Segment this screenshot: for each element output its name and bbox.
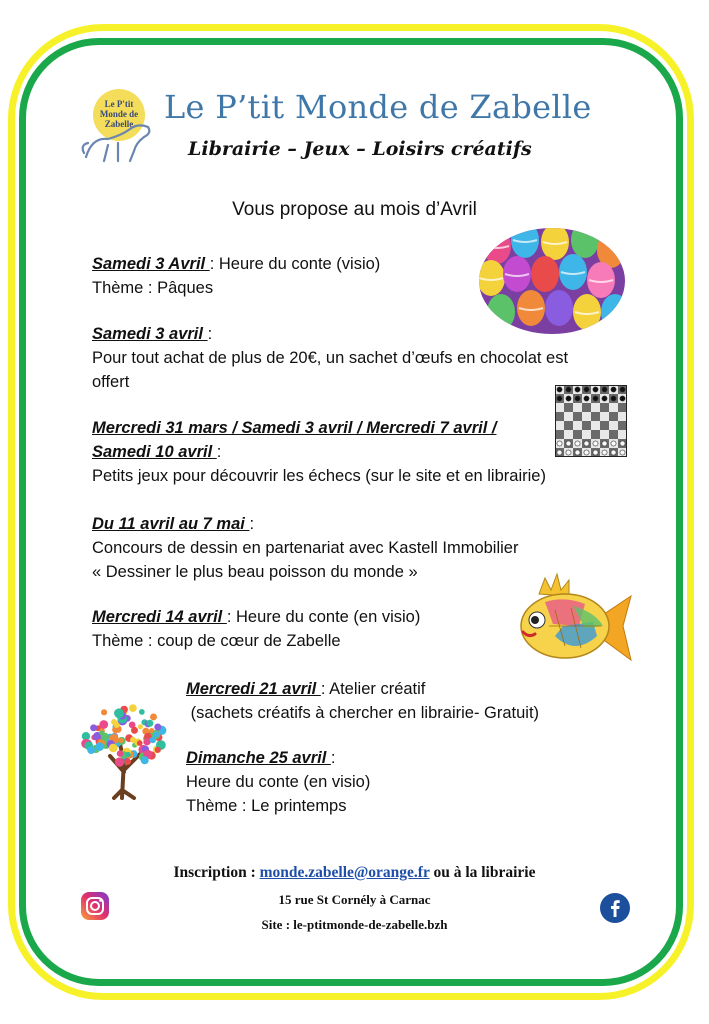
svg-text:Le P'tit: Le P'tit	[104, 99, 134, 109]
chess-square	[618, 403, 627, 412]
event-7: Dimanche 25 avril : Heure du conte (en visio) Thème : Le printemps	[186, 749, 371, 815]
chess-square	[609, 403, 618, 412]
chess-square	[582, 403, 591, 412]
chess-piece	[611, 387, 616, 392]
email-link[interactable]: monde.zabelle@orange.fr	[259, 864, 430, 881]
blossom	[150, 737, 156, 743]
chess-piece	[593, 396, 598, 401]
chess-piece	[593, 387, 598, 392]
inscription-line: Inscription : monde.zabelle@orange.fr ou à la librairie	[173, 864, 536, 881]
chess-piece	[602, 396, 607, 401]
blossom	[146, 720, 153, 727]
event-1: Samedi 3 Avril : Heure du conte (visio) Thème : Pâques	[92, 255, 381, 297]
event-6: Mercredi 21 avril : Atelier créatif (sachets créatifs à chercher en librairie- Gratuit)	[186, 680, 540, 722]
zabelle-logo	[78, 85, 160, 167]
chess-square	[573, 412, 582, 421]
chess-piece	[584, 450, 589, 455]
blossom	[99, 720, 108, 729]
chess-piece	[557, 396, 562, 401]
blossom	[101, 709, 107, 715]
chess-piece	[620, 441, 625, 446]
fish-image	[515, 566, 633, 674]
chess-square	[573, 403, 582, 412]
chess-square	[618, 421, 627, 430]
chess-piece	[575, 450, 580, 455]
chess-piece	[611, 396, 616, 401]
chess-square	[600, 403, 609, 412]
chess-piece	[584, 441, 589, 446]
blossom	[126, 752, 131, 757]
blossom	[109, 744, 118, 753]
event-title: Samedi 3 Avril	[92, 255, 210, 273]
chess-piece	[575, 396, 580, 401]
blossom	[139, 709, 145, 715]
blossom	[137, 740, 143, 746]
chess-square	[555, 430, 564, 439]
chess-square	[564, 430, 573, 439]
blossom	[141, 756, 149, 764]
blossom	[131, 727, 138, 734]
blossom	[129, 704, 137, 712]
chess-piece	[593, 450, 598, 455]
site-line: Site : le-ptitmonde-de-zabelle.bzh	[261, 917, 448, 932]
blossom	[90, 724, 97, 731]
chess-piece	[575, 441, 580, 446]
chess-piece	[566, 441, 571, 446]
chess-square	[573, 430, 582, 439]
chess-piece	[611, 441, 616, 446]
brand-name: Le P’tit Monde de Zabelle	[164, 88, 592, 126]
chess-piece	[593, 441, 598, 446]
blossom	[143, 738, 150, 745]
chess-square	[582, 430, 591, 439]
chess-square	[591, 412, 600, 421]
chess-square	[600, 421, 609, 430]
chess-square	[609, 412, 618, 421]
chess-piece	[557, 450, 562, 455]
blossom	[150, 713, 157, 720]
chess-square	[564, 412, 573, 421]
chess-piece	[602, 450, 607, 455]
chess-piece	[575, 387, 580, 392]
event-title: Mercredi 14 avril	[92, 608, 227, 626]
chess-square	[600, 430, 609, 439]
chess-piece	[620, 450, 625, 455]
chess-square	[591, 403, 600, 412]
tagline: Librairie – Jeux – Loisirs créatifs	[188, 138, 532, 160]
blossom	[101, 733, 109, 741]
chess-piece	[557, 441, 562, 446]
event-title: Samedi 10 avril	[92, 443, 217, 461]
event-4: Du 11 avril au 7 mai : Concours de dessin en partenariat avec Kastell Immobilier « Dessiner le plus beau poisson du monde »	[92, 515, 519, 581]
facebook-icon[interactable]	[599, 892, 631, 924]
event-3: Mercredi 31 mars / Samedi 3 avril / Mercredi 7 avril / Samedi 10 avril : Petits jeux pour découvrir les échecs (sur le site et en librairie)	[92, 419, 546, 485]
blossom	[117, 750, 124, 757]
event-title: Du 11 avril au 7 mai	[92, 515, 250, 533]
blossom	[155, 747, 161, 753]
svg-text:Zabelle: Zabelle	[104, 119, 134, 129]
chess-piece	[566, 450, 571, 455]
chess-square	[591, 421, 600, 430]
chess-square	[573, 421, 582, 430]
event-title: Mercredi 31 mars / Samedi 3 avril / Mercredi 7 avril /	[92, 419, 497, 437]
svg-text:Monde de: Monde de	[99, 109, 139, 119]
blossom	[87, 746, 95, 754]
chess-piece	[584, 387, 589, 392]
chess-square	[618, 412, 627, 421]
blossom	[154, 732, 160, 738]
chess-square	[564, 421, 573, 430]
chess-square	[582, 421, 591, 430]
chess-square	[591, 430, 600, 439]
event-2: Samedi 3 avril : Pour tout achat de plus de 20€, un sachet d’œufs en chocolat est offert	[92, 325, 569, 391]
event-title: Dimanche 25 avril	[186, 749, 331, 767]
blossom	[154, 724, 161, 731]
event-title: Mercredi 21 avril	[186, 680, 321, 698]
chess-square	[609, 430, 618, 439]
blossom	[138, 724, 143, 729]
chess-square	[555, 421, 564, 430]
chess-piece	[620, 396, 625, 401]
chess-piece	[584, 396, 589, 401]
chess-piece	[566, 396, 571, 401]
blossom	[95, 742, 104, 751]
chessboard-image	[555, 385, 627, 457]
event-title: Samedi 3 avril	[92, 325, 208, 343]
chess-square	[555, 403, 564, 412]
chess-square	[555, 412, 564, 421]
chess-square	[564, 403, 573, 412]
chess-square	[600, 412, 609, 421]
address-line: 15 rue St Cornély à Carnac	[278, 892, 431, 907]
blossom	[115, 757, 124, 766]
easter-eggs-image	[477, 226, 627, 336]
chess-piece	[620, 387, 625, 392]
blossom	[114, 722, 120, 728]
instagram-icon[interactable]	[80, 891, 110, 921]
blossom	[149, 728, 154, 733]
chess-square	[582, 412, 591, 421]
event-5: Mercredi 14 avril : Heure du conte (en visio) Thème : coup de cœur de Zabelle	[92, 608, 421, 650]
chess-piece	[602, 387, 607, 392]
chess-square	[618, 430, 627, 439]
chess-piece	[611, 450, 616, 455]
blossom	[118, 738, 123, 743]
blossom	[124, 758, 131, 765]
chess-piece	[602, 441, 607, 446]
flower-tree-image	[80, 700, 168, 800]
intro-text: Vous propose au mois d’Avril	[232, 199, 477, 220]
chess-square	[609, 421, 618, 430]
blossom	[114, 708, 124, 718]
